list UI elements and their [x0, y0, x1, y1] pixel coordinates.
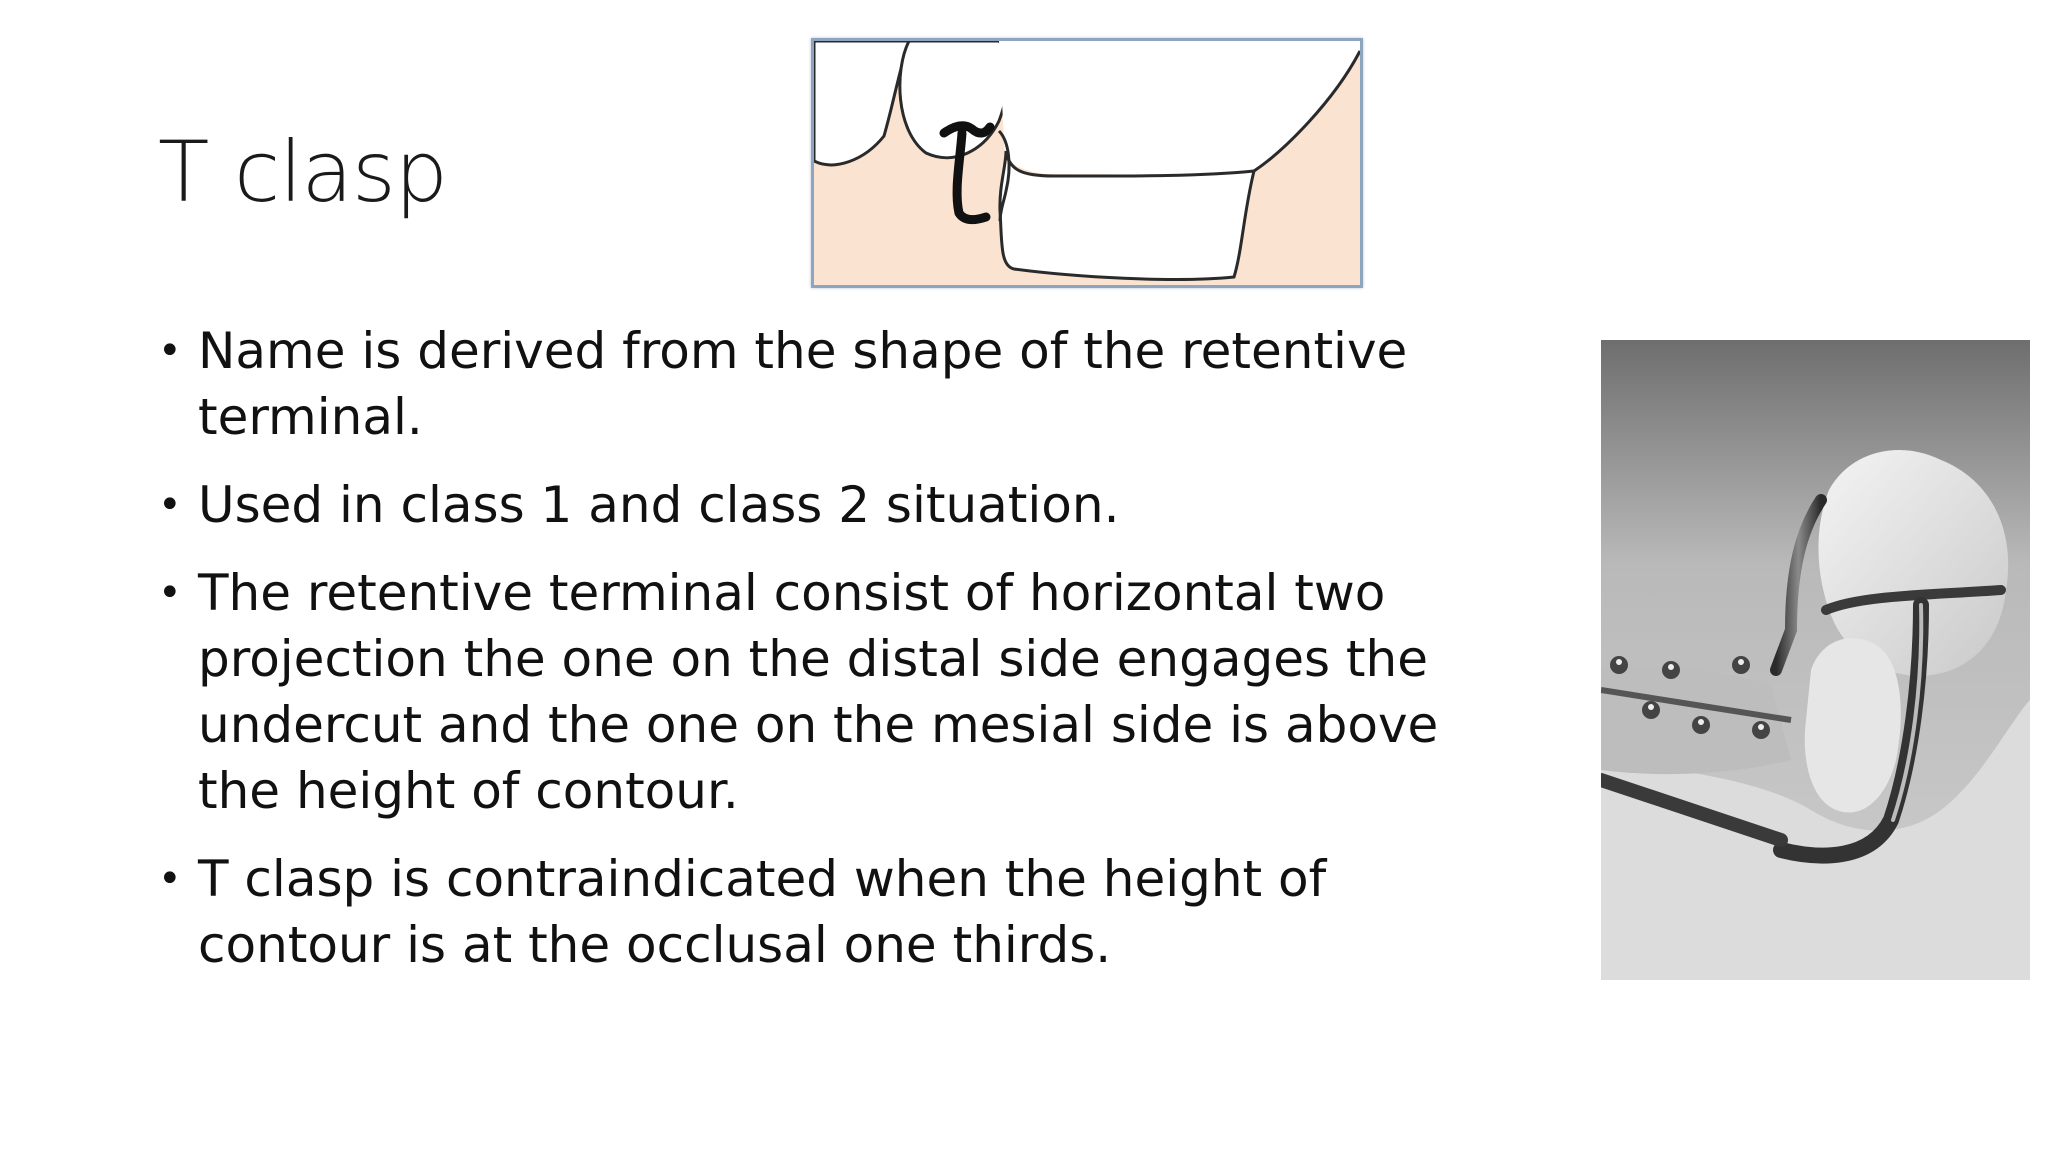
bullet-item	[158, 318, 1518, 450]
bullet-item	[158, 472, 1518, 538]
bullet-dot: •	[158, 856, 182, 902]
t-clasp-diagram	[811, 38, 1363, 288]
bullet-dot: •	[158, 328, 182, 374]
bullet-item	[158, 846, 1518, 978]
bullet-text: The retentive terminal consist of horizontal two projection the one on the distal side engages the undercut and the one on the mesial side is above the height of contour.	[198, 564, 1439, 820]
t-clasp-photo-icon	[1601, 340, 2030, 980]
bullet-list	[158, 318, 1518, 1000]
t-clasp-photo	[1601, 340, 2030, 980]
bullet-dot: •	[158, 570, 182, 616]
bullet-text: T clasp is contraindicated when the height of contour is at the occlusal one thirds.	[198, 850, 1327, 974]
bullet-text: Used in class 1 and class 2 situation.	[198, 476, 1120, 534]
slide-title: T clasp	[158, 123, 448, 221]
bullet-item	[158, 560, 1518, 824]
t-clasp-diagram-icon	[814, 41, 1360, 285]
bullet-text: Name is derived from the shape of the retentive terminal.	[198, 322, 1408, 446]
bullet-dot: •	[158, 482, 182, 528]
